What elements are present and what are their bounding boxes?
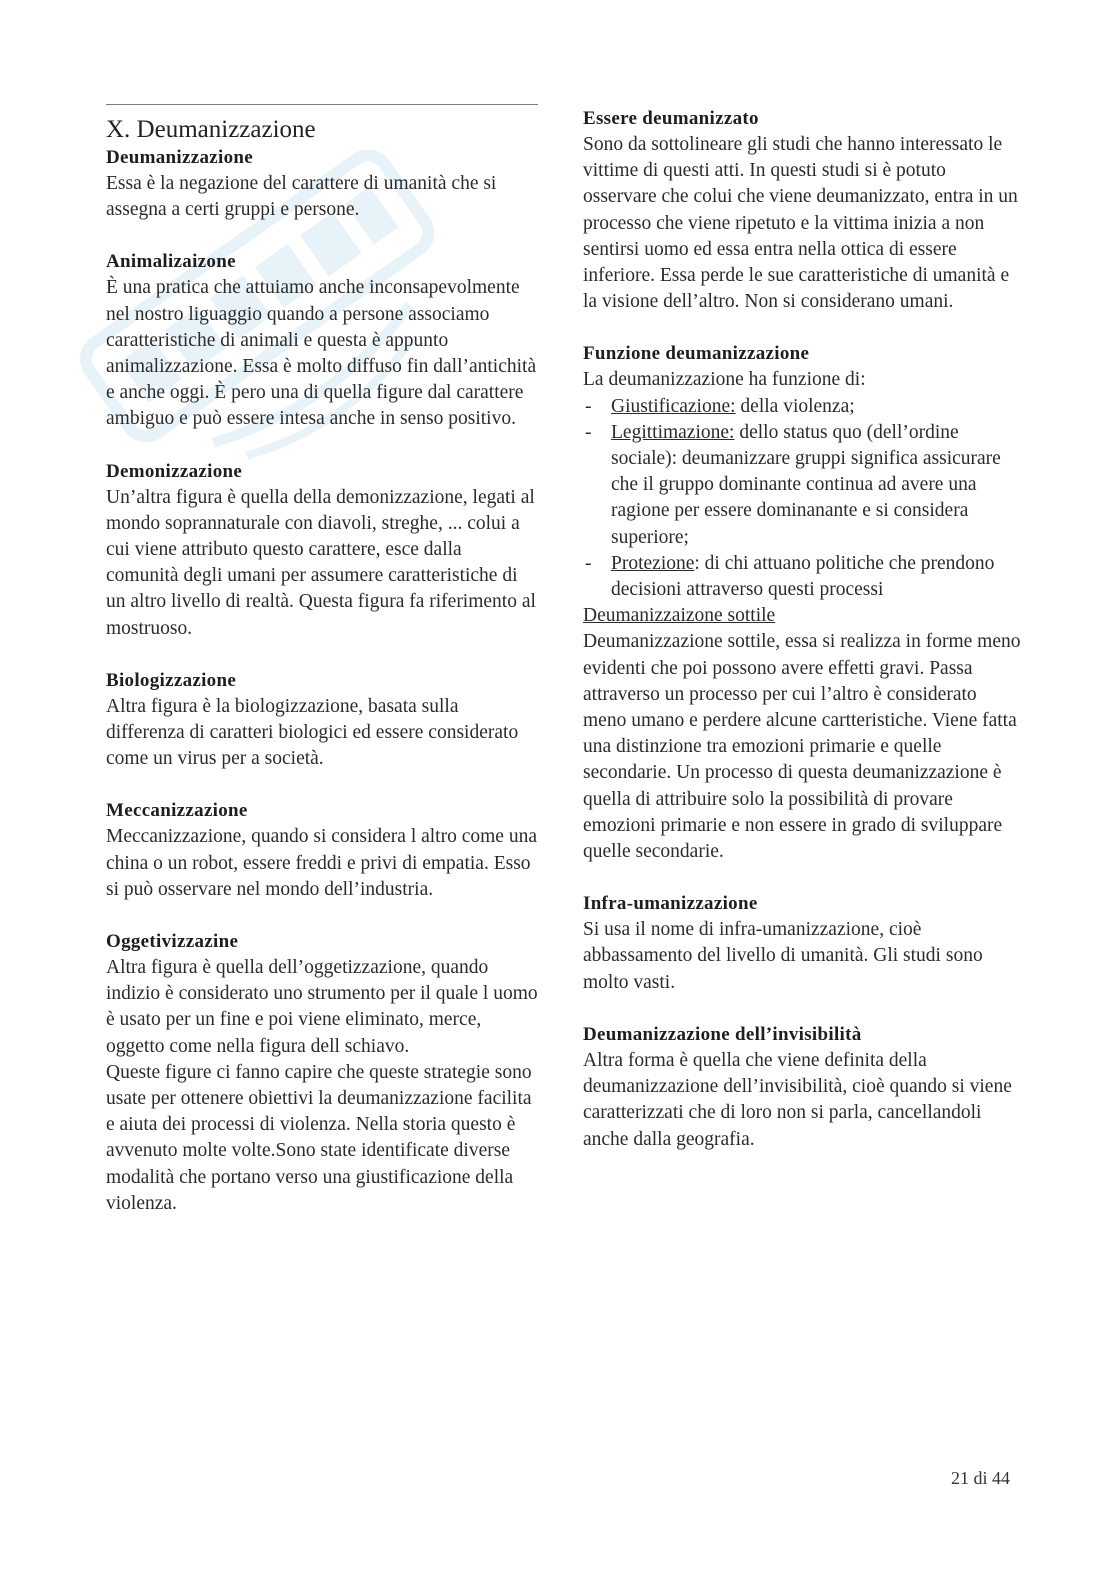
- section-text: Si usa il nome di infra-umanizzazione, cioè abbassamento del livello di umanità. Gli studi sono molto vasti.: [583, 919, 983, 993]
- list-item: [583, 420, 1023, 551]
- section-oggettivizzazione: [106, 929, 538, 1217]
- chapter-rule: [106, 104, 538, 105]
- section-text: Sono da sottolineare gli studi che hanno interessato le vittime di questi atti. In questi studi si è potuto osservare che colui che viene deumanizzato, entra in un processo che viene ripetuto e la vittima inizia a non sentirsi uomo ed essa entra nella ottica di essere inferiore. Essa perde le sue caratteristiche di umanità e la visione dell’altro. Non si considerano umani.: [583, 134, 1018, 313]
- subsection-heading: Deumanizzaizone sottile: [583, 605, 776, 627]
- list-text: : di chi attuano politiche che prendono decisioni attraverso questi processi: [611, 552, 995, 601]
- bullet-dash: -: [585, 552, 592, 574]
- list-term: Legittimazione:: [611, 421, 735, 443]
- list-item: [583, 551, 1023, 603]
- section-text: Altra figura è la biologizzazione, basata sulla differenza di caratteri biologici ed essere considerato come un virus per a società.: [106, 695, 519, 770]
- section-text: Un’altra figura è quella della demonizzazione, legati al mondo soprannaturale con diavoli, streghe, ... colui a cui viene attributo questo carattere, esce dalla comunità degli umani per assumere caratteristiche di un altro livello di realtà. Questa figura fa riferimento al mostruoso.: [106, 486, 536, 639]
- section-text: Queste figure ci fanno capire che queste strategie sono usate per ottenere obiettivi la deumanizzazione facilita e aiuta dei processi di violenza. Nella storia questo è avvenuto molte volte.Sono state identificate diverse modalità che portano verso una giustificazione della violenza.: [106, 1061, 532, 1214]
- section-essere-deumanizzato: [583, 106, 1023, 315]
- section-infra-umanizzazione: [583, 891, 1023, 996]
- list-term: Protezione: [611, 552, 695, 574]
- section-heading: Oggetivizzazine: [106, 931, 239, 953]
- section-heading: Infra-umanizzazione: [583, 893, 758, 915]
- section-heading: Deumanizzazione dell’invisibilità: [583, 1023, 862, 1045]
- function-list: [583, 394, 1023, 604]
- chapter-title: X. Deumanizzazione: [106, 116, 316, 143]
- section-heading: Deumanizzazione: [106, 147, 253, 168]
- section-animalizzazione: [106, 249, 538, 432]
- section-heading: Biologizzazione: [106, 669, 237, 691]
- section-meccanizzazione: [106, 798, 538, 903]
- left-column: [106, 104, 538, 1243]
- section-heading: Funzione deumanizzazione: [583, 343, 810, 365]
- page-number: 21 di 44: [950, 1468, 1010, 1488]
- section-text: Essa è la negazione del carattere di umanità che si assegna a certi gruppi e persone.: [106, 173, 497, 221]
- section-heading: Essere deumanizzato: [583, 108, 759, 129]
- list-text: dello status quo (dell’ordine sociale): deumanizzare gruppi significa assicurare che il gruppo dominante continua ad avere una ragione per essere dominanante e si considera superiore;: [611, 421, 1001, 548]
- list-term: Giustificazione:: [611, 395, 736, 417]
- section-text: Altra forma è quella che viene definita della deumanizzazione dell’invisibilità, cioè quando si viene caratterizzati che di loro non si parla, cancellandoli anche dalla geografia.: [583, 1049, 1012, 1150]
- section-demonizzazione: [106, 459, 538, 642]
- section-text: Deumanizzazione sottile, essa si realizza in forme meno evidenti che poi possono avere effetti gravi. Passa attraverso un processo per cui l’altro è considerato meno umano e perdere alcune cartteristiche. Viene fatta una distinzione tra emozioni primarie e quelle secondarie. Un processo di questa deumanizzazione è quella di attribuire solo la possibilità di provare emozioni primarie e non essere in grado di sviluppare quelle secondarie.: [583, 631, 1021, 863]
- section-text: Meccanizzazione, quando si considera l altro come una china o un robot, essere freddi e privi di empatia. Esso si può osservare nel mondo dell’industria.: [106, 826, 537, 900]
- section-invisibilita: [583, 1022, 1023, 1153]
- section-biologizzazione: [106, 668, 538, 773]
- section-intro: La deumanizzazione ha funzione di:: [583, 369, 866, 391]
- section-heading: Animalizaizone: [106, 251, 236, 273]
- bullet-dash: -: [585, 421, 592, 443]
- section-heading: Demonizzazione: [106, 460, 243, 482]
- right-column: [583, 106, 1023, 1179]
- list-text: della violenza;: [735, 395, 855, 417]
- section-deumanizzazione: [106, 145, 538, 223]
- bullet-dash: -: [585, 395, 592, 417]
- section-heading: Meccanizzazione: [106, 800, 248, 822]
- section-funzione: [583, 341, 1023, 865]
- section-text: Altra figura è quella dell’oggetizzazione, quando indizio è considerato uno strumento per il quale l uomo è usato per un fine e poi viene eliminato, merce, oggetto come nella figura dell schiavo.: [106, 957, 538, 1057]
- list-item: [583, 394, 1023, 420]
- section-text: È una pratica che attuiamo anche inconsapevolmente nel nostro liguaggio quando a persone associamo caratteristiche di animali e questa è appunto animalizzazione. Essa è molto diffuso fin dall’antichità e anche oggi. È pero una di quella figure dal carattere ambiguo e può essere intesa anche in senso positivo.: [106, 277, 537, 430]
